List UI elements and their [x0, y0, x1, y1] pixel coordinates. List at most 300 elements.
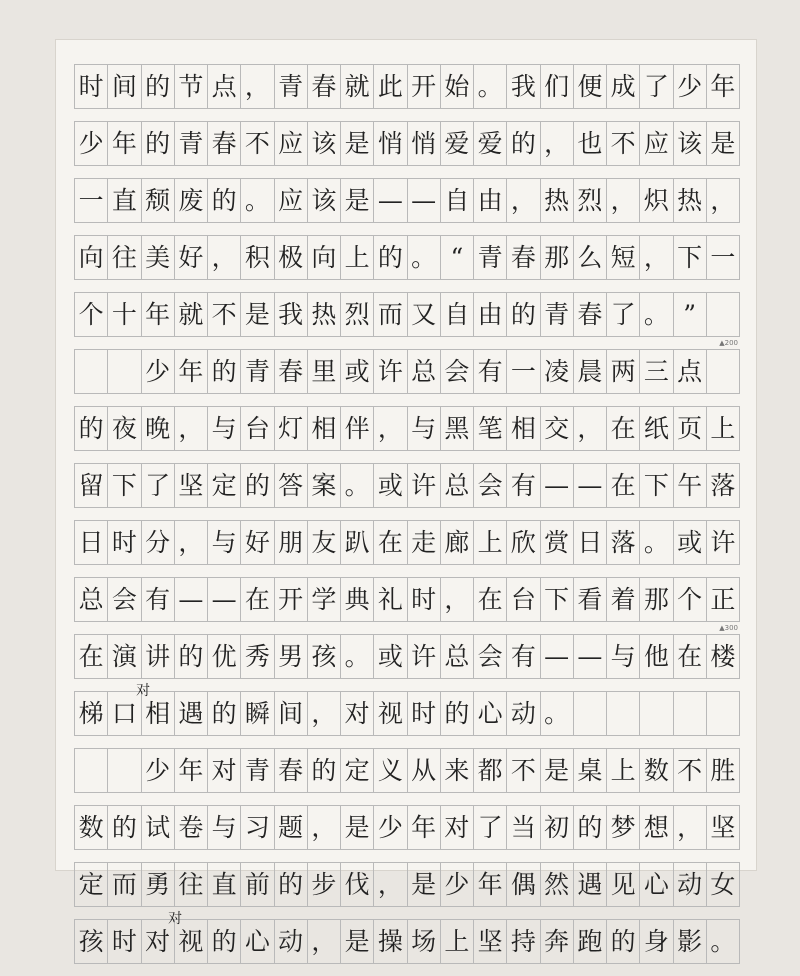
grid-cell — [707, 692, 740, 735]
grid-cell: 。 — [341, 635, 374, 678]
grid-cell: 在 — [674, 635, 707, 678]
grid-cell: 极 — [275, 236, 308, 279]
grid-cell: 遇 — [574, 863, 607, 906]
grid-cell: — — [374, 179, 407, 222]
grid-cell: 的 — [241, 464, 274, 507]
grid-cell: 年 — [707, 65, 740, 108]
grid-cell: 对 — [208, 749, 241, 792]
grid-cell: 。 — [640, 521, 673, 564]
grid-cell: 年 — [108, 122, 141, 165]
grid-cell: 笔 — [474, 407, 507, 450]
grid-cell: 口 — [108, 692, 141, 735]
grid-cell: ， — [674, 806, 707, 849]
grid-cell: 春 — [275, 749, 308, 792]
grid-cell: 自 — [441, 293, 474, 336]
grid-cell: 的 — [507, 293, 540, 336]
grid-cell: 动 — [507, 692, 540, 735]
grid-cell: 而 — [374, 293, 407, 336]
grid-cell: 日 — [574, 521, 607, 564]
grid-cell: 趴 — [341, 521, 374, 564]
grid-cell: 或 — [374, 464, 407, 507]
grid-cell: ， — [441, 578, 474, 621]
grid-cell: 上 — [341, 236, 374, 279]
grid-cell: 心 — [640, 863, 673, 906]
grid-cell: 赏 — [541, 521, 574, 564]
grid-cell: 在 — [374, 521, 407, 564]
grid-cell: 是 — [707, 122, 740, 165]
grid-cell: 许 — [707, 521, 740, 564]
grid-cell: 年 — [142, 293, 175, 336]
grid-cell: 少 — [142, 749, 175, 792]
grid-cell: 炽 — [640, 179, 673, 222]
grid-cell: 视 — [374, 692, 407, 735]
grid-cell: 上 — [707, 407, 740, 450]
grid-cell: 坚 — [175, 464, 208, 507]
grid-cell: 定 — [208, 464, 241, 507]
grid-cell: 时 — [408, 692, 441, 735]
grid-cell: 在 — [607, 464, 640, 507]
grid-cell: 遇 — [175, 692, 208, 735]
grid-cell: 了 — [640, 65, 673, 108]
grid-cell: 向 — [75, 236, 108, 279]
grid-cell: 页 — [674, 407, 707, 450]
grid-cell: ， — [241, 65, 274, 108]
grid-cell: 有 — [474, 350, 507, 393]
grid-cell: 下 — [108, 464, 141, 507]
grid-cell: 的 — [607, 920, 640, 963]
grid-cell: 而 — [108, 863, 141, 906]
grid-cell — [707, 293, 740, 336]
grid-cell: 总 — [441, 635, 474, 678]
grid-cell: 时 — [108, 521, 141, 564]
grid-cell: 的 — [175, 635, 208, 678]
grid-cell: 是 — [341, 122, 374, 165]
grid-cell: 又 — [408, 293, 441, 336]
grid-cell — [607, 692, 640, 735]
grid-cell: ， — [308, 920, 341, 963]
grid-cell: 相 — [308, 407, 341, 450]
grid-cell: 。 — [474, 65, 507, 108]
grid-cell: ， — [374, 407, 407, 450]
grid-cell: 与 — [208, 806, 241, 849]
grid-cell: 热 — [674, 179, 707, 222]
grid-cell: 与 — [208, 407, 241, 450]
grid-cell: 的 — [208, 692, 241, 735]
grid-cell: 的 — [374, 236, 407, 279]
grid-cell: 场 — [408, 920, 441, 963]
grid-cell: 点 — [674, 350, 707, 393]
grid-cell: 少 — [674, 65, 707, 108]
grid-cell: 步 — [308, 863, 341, 906]
word-count-marker: ▲200 — [719, 339, 738, 347]
grid-cell: 。 — [640, 293, 673, 336]
grid-cell: 影 — [674, 920, 707, 963]
grid-cell: 会 — [441, 350, 474, 393]
grid-cell: 。 — [241, 179, 274, 222]
grid-row — [74, 121, 740, 166]
grid-cell: 青 — [241, 350, 274, 393]
grid-cell: 落 — [707, 464, 740, 507]
grid-cell: 都 — [474, 749, 507, 792]
grid-cell: 他 — [640, 635, 673, 678]
grid-cell: 烈 — [341, 293, 374, 336]
grid-cell: 上 — [607, 749, 640, 792]
grid-cell — [108, 749, 141, 792]
grid-cell: 男 — [275, 635, 308, 678]
grid-cell: 演 — [108, 635, 141, 678]
grid-cell: 许 — [408, 464, 441, 507]
grid-cell: 卷 — [175, 806, 208, 849]
grid-cell: ” — [674, 293, 707, 336]
grid-cell: ， — [374, 863, 407, 906]
grid-cell: 点 — [208, 65, 241, 108]
grid-cell: 对 — [142, 920, 175, 963]
grid-cell: 会 — [108, 578, 141, 621]
grid-cell: 晚 — [142, 407, 175, 450]
grid-cell: 秀 — [241, 635, 274, 678]
grid-cell — [108, 350, 141, 393]
grid-cell: 初 — [541, 806, 574, 849]
grid-cell: 时 — [408, 578, 441, 621]
grid-cell: 对 — [341, 692, 374, 735]
grid-cell: 孩 — [75, 920, 108, 963]
grid-cell: 伴 — [341, 407, 374, 450]
grid-cell: 案 — [308, 464, 341, 507]
grid-cell — [707, 350, 740, 393]
grid-cell: 成 — [607, 65, 640, 108]
grid-cell: 十 — [108, 293, 141, 336]
grid-cell: 热 — [541, 179, 574, 222]
grid-cell: 或 — [374, 635, 407, 678]
grid-cell: 节 — [175, 65, 208, 108]
grid-cell: 伐 — [341, 863, 374, 906]
grid-cell: 典 — [341, 578, 374, 621]
grid-cell: 楼 — [707, 635, 740, 678]
grid-cell: 青 — [241, 749, 274, 792]
grid-cell: 讲 — [142, 635, 175, 678]
grid-cell: 礼 — [374, 578, 407, 621]
grid-cell — [674, 692, 707, 735]
grid-cell: 热 — [308, 293, 341, 336]
grid-cell: 春 — [208, 122, 241, 165]
grid-cell: 数 — [640, 749, 673, 792]
grid-cell: 开 — [408, 65, 441, 108]
grid-cell: 试 — [142, 806, 175, 849]
grid-cell: 个 — [674, 578, 707, 621]
grid-cell: 爱 — [441, 122, 474, 165]
grid-cell: 留 — [75, 464, 108, 507]
grid-cell: 看 — [574, 578, 607, 621]
grid-row — [74, 683, 740, 736]
grid-cell: 着 — [607, 578, 640, 621]
grid-cell: 与 — [607, 635, 640, 678]
grid-cell: 便 — [574, 65, 607, 108]
grid-cell: 许 — [408, 635, 441, 678]
grid-cell: 视 — [175, 920, 208, 963]
grid-cell: 定 — [75, 863, 108, 906]
grid-cell: 对 — [441, 806, 474, 849]
grid-cell: 一 — [507, 350, 540, 393]
grid-cell: 夜 — [108, 407, 141, 450]
grid-cell: 与 — [208, 521, 241, 564]
grid-cell: 是 — [341, 920, 374, 963]
grid-cell: 台 — [241, 407, 274, 450]
grid-cell: 间 — [108, 65, 141, 108]
grid-cell: 廊 — [441, 521, 474, 564]
grid-cell: 习 — [241, 806, 274, 849]
grid-row — [74, 634, 740, 679]
grid-cell: 瞬 — [241, 692, 274, 735]
word-count-marker: ▲300 — [719, 624, 738, 632]
grid-cell: 我 — [275, 293, 308, 336]
grid-cell: 该 — [674, 122, 707, 165]
grid-cell: 此 — [374, 65, 407, 108]
grid-cell: 在 — [75, 635, 108, 678]
grid-cell: 不 — [607, 122, 640, 165]
grid-cell: 然 — [541, 863, 574, 906]
grid-cell: 个 — [75, 293, 108, 336]
grid-cell: 直 — [208, 863, 241, 906]
grid-cell: 前 — [241, 863, 274, 906]
grid-cell: 上 — [441, 920, 474, 963]
grid-cell: 分 — [142, 521, 175, 564]
grid-cell: 。 — [408, 236, 441, 279]
grid-cell: 往 — [175, 863, 208, 906]
grid-cell: ， — [507, 179, 540, 222]
grid-cell: 。 — [541, 692, 574, 735]
grid-cell: ， — [175, 521, 208, 564]
grid-cell: 不 — [208, 293, 241, 336]
grid-cell: 青 — [474, 236, 507, 279]
grid-cell: 女 — [707, 863, 740, 906]
grid-cell: 持 — [507, 920, 540, 963]
grid-cell: 身 — [640, 920, 673, 963]
grid-cell: 不 — [674, 749, 707, 792]
grid-row — [74, 862, 740, 907]
grid-cell: 跑 — [574, 920, 607, 963]
grid-cell: 会 — [474, 464, 507, 507]
grid-cell: 颓 — [142, 179, 175, 222]
grid-cell: 坚 — [474, 920, 507, 963]
grid-cell: — — [541, 635, 574, 678]
grid-cell: 们 — [541, 65, 574, 108]
grid-cell: 应 — [275, 122, 308, 165]
grid-cell: 应 — [275, 179, 308, 222]
grid-cell: 的 — [507, 122, 540, 165]
grid-cell: 晨 — [574, 350, 607, 393]
grid-cell — [640, 692, 673, 735]
grid-cell: 台 — [507, 578, 540, 621]
grid-cell: 自 — [441, 179, 474, 222]
grid-cell: 的 — [208, 179, 241, 222]
grid-cell: 三 — [640, 350, 673, 393]
grid-cell: 题 — [275, 806, 308, 849]
grid-row — [74, 463, 740, 508]
grid-cell: 了 — [474, 806, 507, 849]
grid-cell: 了 — [607, 293, 640, 336]
grid-cell: 两 — [607, 350, 640, 393]
grid-cell: 义 — [374, 749, 407, 792]
grid-cell: 定 — [341, 749, 374, 792]
grid-cell: 一 — [707, 236, 740, 279]
grid-cell: 那 — [541, 236, 574, 279]
grid-cell: 好 — [175, 236, 208, 279]
grid-cell: 烈 — [574, 179, 607, 222]
grid-cell: 总 — [75, 578, 108, 621]
grid-cell: 的 — [108, 806, 141, 849]
grid-cell: 往 — [108, 236, 141, 279]
grid-cell: 总 — [441, 464, 474, 507]
grid-cell: 春 — [275, 350, 308, 393]
grid-cell: 的 — [142, 122, 175, 165]
grid-cell: 青 — [175, 122, 208, 165]
grid-cell: 相 — [142, 692, 175, 735]
grid-cell: 里 — [308, 350, 341, 393]
grid-cell: 的 — [441, 692, 474, 735]
grid-cell: 年 — [474, 863, 507, 906]
grid-row — [74, 64, 740, 109]
grid-cell: 就 — [175, 293, 208, 336]
grid-cell: 就 — [341, 65, 374, 108]
grid-cell: 年 — [408, 806, 441, 849]
grid-cell: 正 — [707, 578, 740, 621]
grid-cell: 偶 — [507, 863, 540, 906]
inserted-character: 对 — [136, 683, 151, 699]
grid-cell: — — [541, 464, 574, 507]
grid-cell: 午 — [674, 464, 707, 507]
grid-cell: 在 — [607, 407, 640, 450]
grid-cell — [75, 749, 108, 792]
grid-cell: 向 — [308, 236, 341, 279]
grid-cell: 在 — [474, 578, 507, 621]
grid-cell: 悄 — [408, 122, 441, 165]
grid-cell: 青 — [275, 65, 308, 108]
grid-cell: — — [408, 179, 441, 222]
grid-cell: 上 — [474, 521, 507, 564]
grid-cell — [75, 350, 108, 393]
grid-cell: 春 — [308, 65, 341, 108]
grid-row — [74, 805, 740, 850]
essay-paper — [56, 40, 756, 956]
grid-cell: 不 — [507, 749, 540, 792]
grid-cell: 数 — [75, 806, 108, 849]
grid-cell: 友 — [308, 521, 341, 564]
grid-cell: 学 — [308, 578, 341, 621]
grid-cell: ， — [707, 179, 740, 222]
grid-cell: 当 — [507, 806, 540, 849]
grid-cell: 的 — [208, 920, 241, 963]
grid-cell: ， — [541, 122, 574, 165]
grid-cell: 的 — [308, 749, 341, 792]
grid-cell: 奔 — [541, 920, 574, 963]
grid-cell: 直 — [108, 179, 141, 222]
grid-cell: 会 — [474, 635, 507, 678]
grid-cell: ， — [607, 179, 640, 222]
grid-row — [74, 520, 740, 565]
grid-cell: ， — [308, 806, 341, 849]
grid-cell: — — [175, 578, 208, 621]
grid-cell: 的 — [208, 350, 241, 393]
grid-cell: 桌 — [574, 749, 607, 792]
grid-cell: 坚 — [707, 806, 740, 849]
grid-cell: 或 — [341, 350, 374, 393]
grid-cell: 是 — [241, 293, 274, 336]
grid-cell: 一 — [75, 179, 108, 222]
grid-cell: 废 — [175, 179, 208, 222]
grid-cell: 时 — [108, 920, 141, 963]
grid-cell: 有 — [142, 578, 175, 621]
grid-cell: 的 — [142, 65, 175, 108]
grid-cell: 在 — [241, 578, 274, 621]
grid-cell: 见 — [607, 863, 640, 906]
grid-cell: 交 — [541, 407, 574, 450]
grid-cell: 想 — [640, 806, 673, 849]
grid-cell: 是 — [541, 749, 574, 792]
grid-cell: 也 — [574, 122, 607, 165]
grid-cell: 纸 — [640, 407, 673, 450]
grid-cell: 年 — [175, 749, 208, 792]
grid-cell: ， — [640, 236, 673, 279]
grid-cell: 梯 — [75, 692, 108, 735]
grid-cell: 日 — [75, 521, 108, 564]
grid-cell: 下 — [674, 236, 707, 279]
grid-cell: 美 — [142, 236, 175, 279]
grid-cell: — — [574, 464, 607, 507]
grid-cell: 始 — [441, 65, 474, 108]
grid-cell — [574, 692, 607, 735]
inserted-character: 对 — [168, 911, 183, 927]
grid-cell: 动 — [275, 920, 308, 963]
grid-cell: 的 — [75, 407, 108, 450]
grid-cell: 。 — [707, 920, 740, 963]
grid-cell: 时 — [75, 65, 108, 108]
grid-cell: “ — [441, 236, 474, 279]
grid-cell: 与 — [408, 407, 441, 450]
grid-cell: 的 — [574, 806, 607, 849]
grid-row — [74, 349, 740, 394]
grid-cell: ， — [574, 407, 607, 450]
grid-cell: 胜 — [707, 749, 740, 792]
grid-cell: 朋 — [275, 521, 308, 564]
grid-cell: 相 — [507, 407, 540, 450]
grid-cell: 少 — [75, 122, 108, 165]
grid-cell: 春 — [507, 236, 540, 279]
grid-cell: 的 — [275, 863, 308, 906]
grid-cell: 。 — [341, 464, 374, 507]
grid-cell: 那 — [640, 578, 673, 621]
grid-cell: 下 — [640, 464, 673, 507]
grid-cell: 不 — [241, 122, 274, 165]
grid-row — [74, 911, 740, 964]
grid-cell: 从 — [408, 749, 441, 792]
grid-cell: ， — [208, 236, 241, 279]
grid-cell: 黑 — [441, 407, 474, 450]
grid-cell: 优 — [208, 635, 241, 678]
grid-cell: 走 — [408, 521, 441, 564]
grid-row — [74, 748, 740, 793]
grid-row — [74, 235, 740, 280]
grid-cell: 有 — [507, 635, 540, 678]
grid-cell: 好 — [241, 521, 274, 564]
grid-cell: 动 — [674, 863, 707, 906]
grid-cell: 是 — [341, 806, 374, 849]
grid-cell: 有 — [507, 464, 540, 507]
grid-row — [74, 292, 740, 347]
grid-row — [74, 178, 740, 223]
grid-cell: 悄 — [374, 122, 407, 165]
grid-cell: 短 — [607, 236, 640, 279]
grid-cell: 或 — [674, 521, 707, 564]
